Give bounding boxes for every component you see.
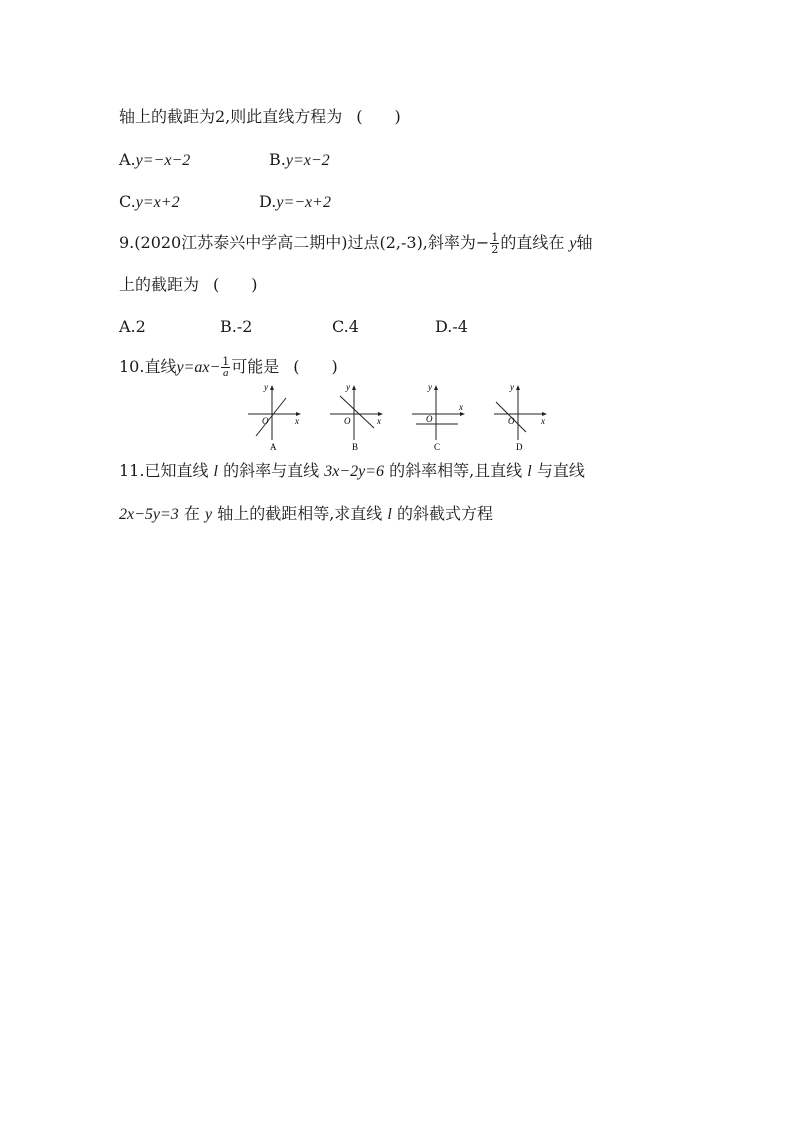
origin-label: O — [508, 416, 515, 426]
x-label: x — [377, 416, 381, 426]
y-axis-arrow-icon — [434, 385, 438, 390]
q9-option-b: B.-2 — [220, 317, 253, 336]
q8-option-d: D.y=−x+2 — [259, 192, 331, 211]
q9-answer-paren: ( ) — [213, 275, 258, 294]
graph-label: C — [434, 442, 441, 452]
y-axis-arrow-icon — [270, 385, 274, 390]
y-label: y — [428, 382, 432, 392]
q8-options-row2 — [119, 192, 331, 213]
q10-stem: 10.直线y=ax− $\frac{1}{a}$ 可能是 ( ) — [119, 355, 338, 379]
q8-option-c: C.y=x+2 — [119, 192, 180, 211]
q10-graph-a — [246, 380, 306, 452]
y-axis-arrow-icon — [352, 385, 356, 390]
q9-option-c: C.4 — [332, 317, 359, 336]
graph-label: B — [352, 442, 359, 452]
q10-graph-d — [492, 380, 552, 452]
graph-label: D — [516, 442, 523, 452]
q9-fraction: $\frac{1}{2}$ — [491, 231, 499, 256]
q11-stem: 11.已知直线 l 的斜率与直线 3x−2y=6 的斜率相等,且直线 l 与直线 — [119, 461, 585, 480]
y-label: y — [264, 382, 268, 392]
q8-option-b: B.y=x−2 — [269, 150, 330, 169]
x-axis-arrow-icon — [460, 412, 465, 416]
origin-label: O — [344, 416, 351, 426]
q10-graph-options — [246, 380, 556, 452]
origin-label: O — [426, 414, 433, 424]
q8-stem: 轴上的截距为2,则此直线方程为 ( ) — [119, 107, 401, 126]
q9-option-a: A.2 — [119, 317, 146, 336]
y-axis-arrow-icon — [516, 385, 520, 390]
y-label: y — [510, 382, 514, 392]
q9-options — [119, 317, 468, 337]
x-label: x — [295, 416, 299, 426]
q8-option-a: A.y=−x−2 — [119, 150, 191, 169]
q10-fraction: $\frac{1}{a}$ — [222, 355, 230, 379]
q11-stem-line2: 2x−5y=3 在 y 轴上的截距相等,求直线 l 的斜截式方程 — [119, 504, 493, 523]
q9-stem-line2: 上的截距为 ( ) — [119, 275, 258, 294]
y-label: y — [346, 382, 350, 392]
x-label: x — [459, 402, 463, 412]
graph-line — [256, 398, 286, 436]
origin-label: O — [262, 416, 269, 426]
q9-stem: 9.(2020江苏泰兴中学高二期中)过点(2,-3),斜率为− $\frac{1}{2}$ 的直线在 y轴 — [119, 231, 593, 256]
q10-graph-c — [410, 380, 470, 452]
q10-answer-paren: ( ) — [293, 357, 338, 376]
q8-options-row1 — [119, 150, 330, 171]
graph-label: A — [270, 442, 277, 452]
q9-option-d: D.-4 — [435, 317, 468, 336]
q10-graph-b — [328, 380, 388, 452]
q8-answer-paren: ( ) — [356, 107, 401, 126]
x-label: x — [541, 416, 545, 426]
